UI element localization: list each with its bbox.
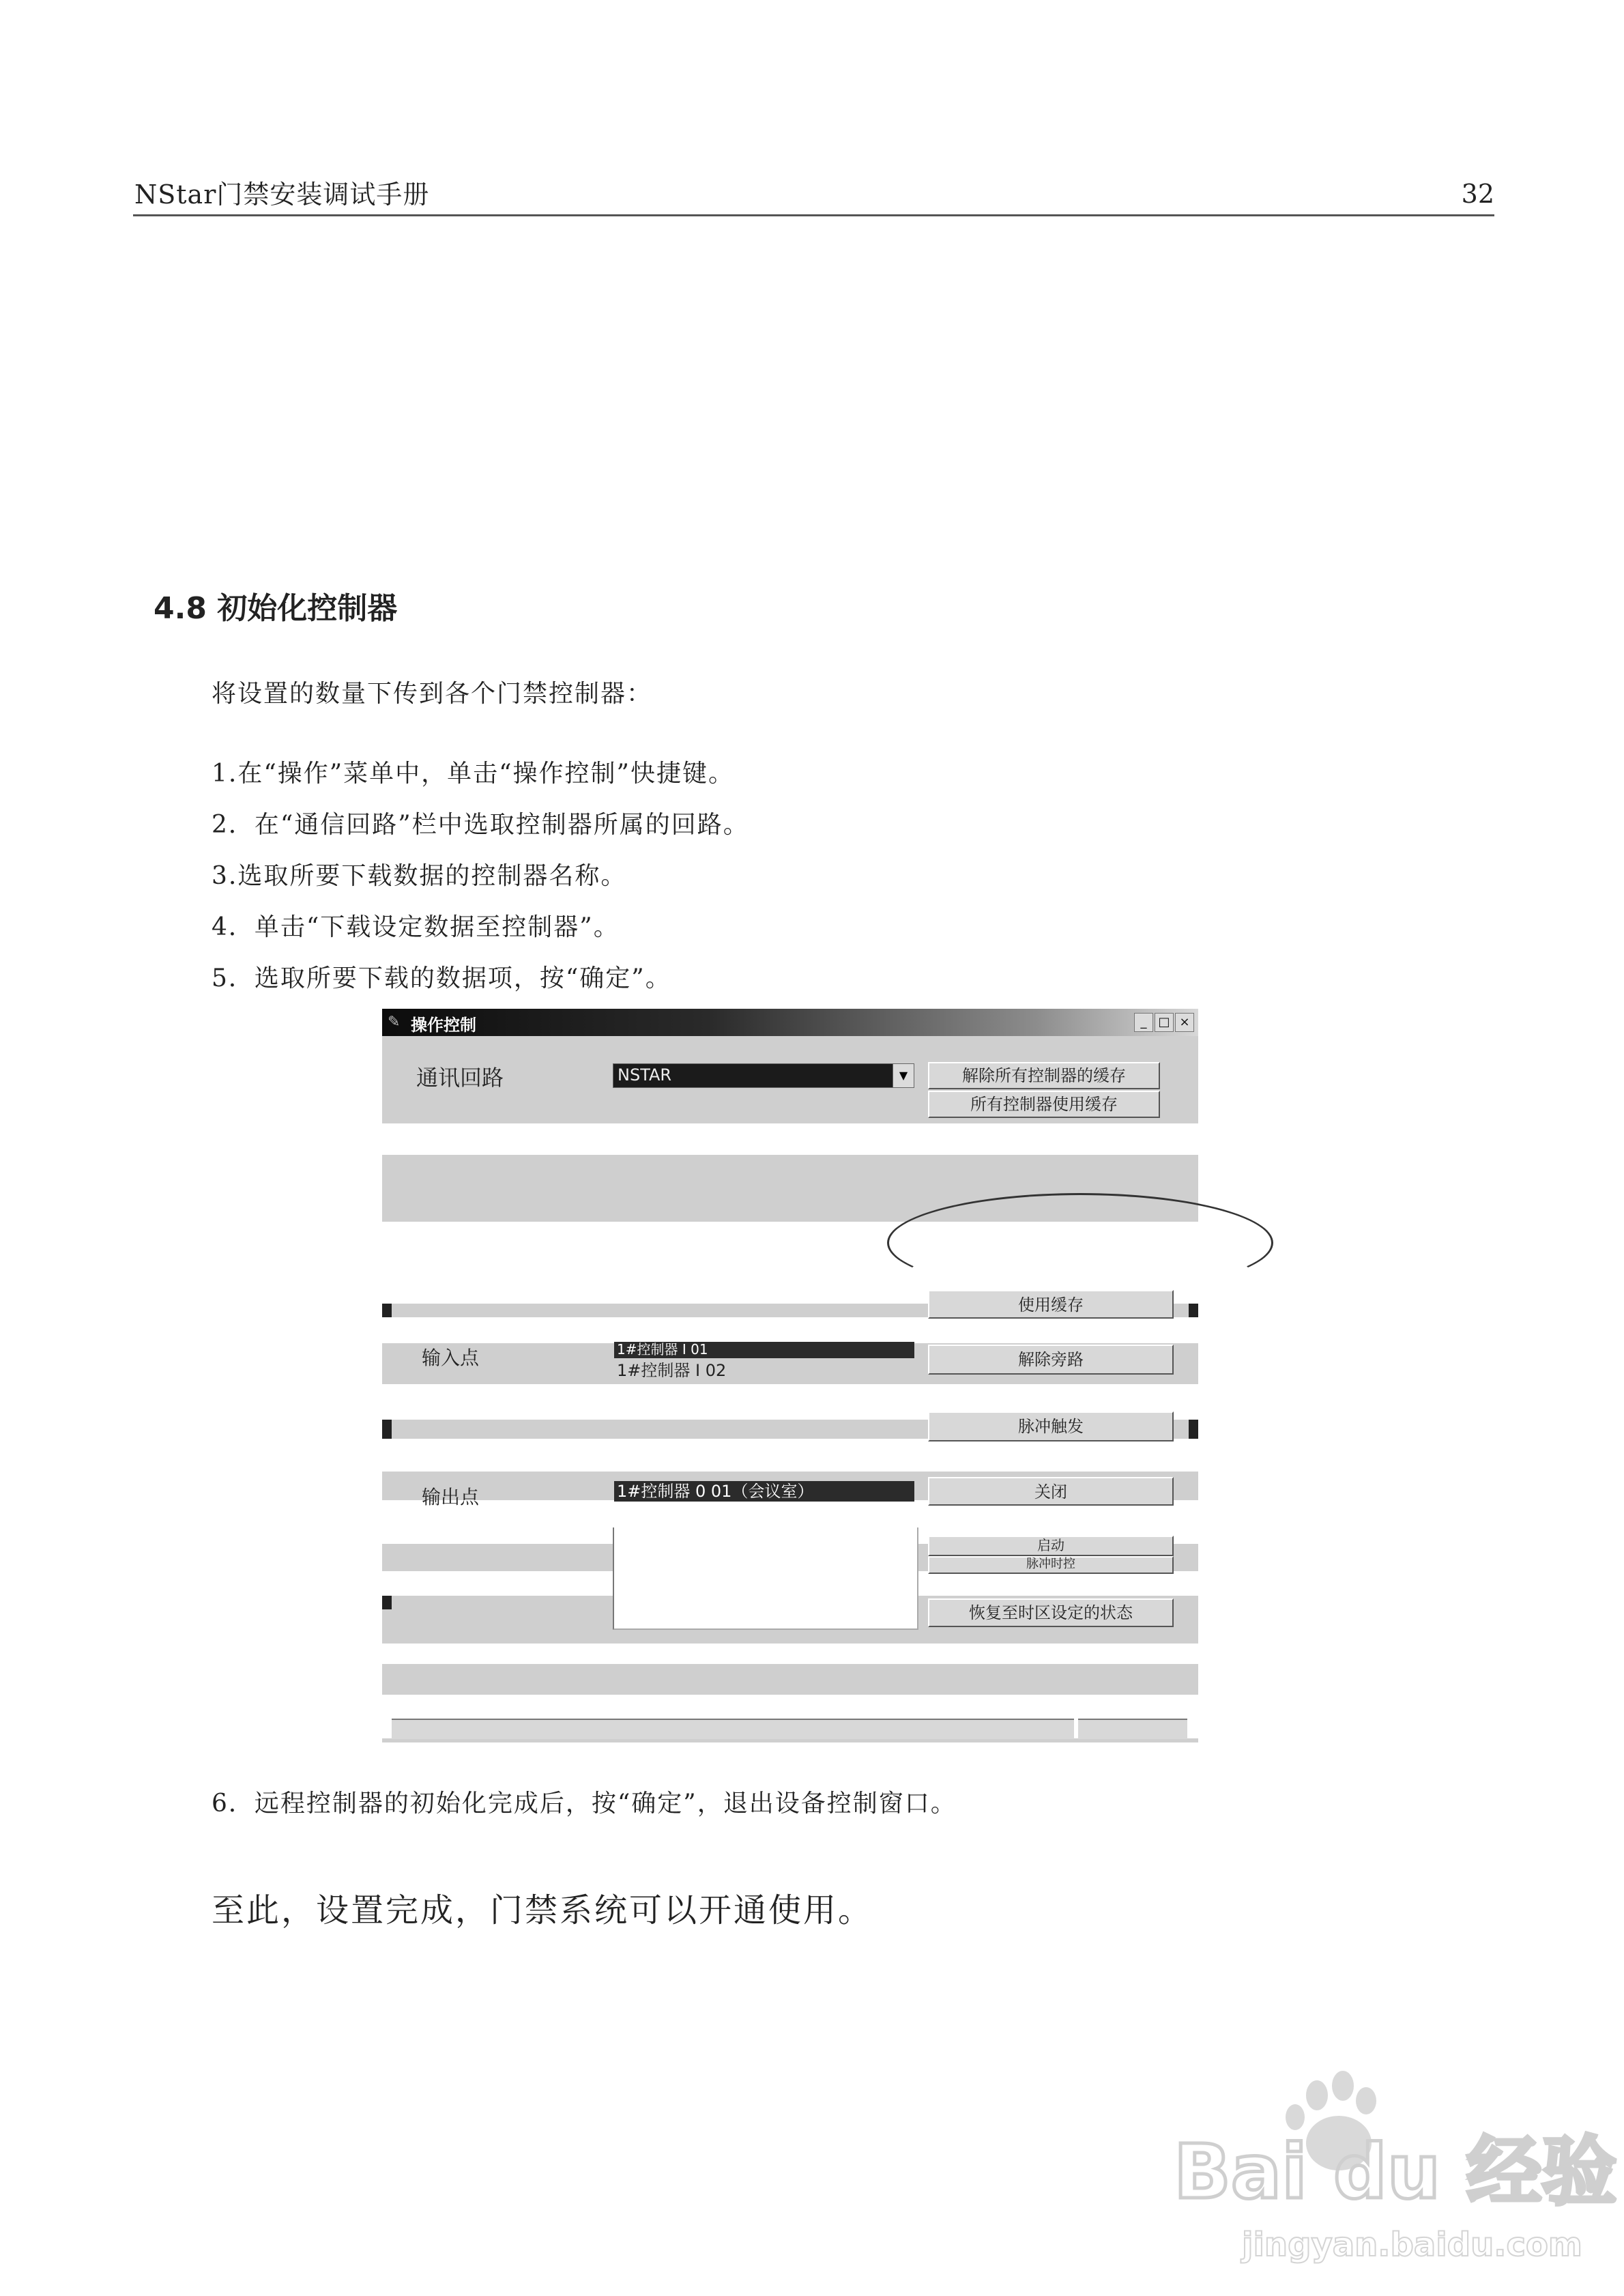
- step-5: 5．选取所要下载的数据项，按“确定”。: [212, 964, 671, 992]
- input-item[interactable]: 1#控制器 I 02: [617, 1361, 727, 1380]
- highlight-oval: [887, 1193, 1273, 1293]
- step-3: 3.选取所要下载数据的控制器名称。: [212, 862, 627, 890]
- conclusion: 至此，设置完成，门禁系统可以开通使用。: [212, 1891, 873, 1929]
- intro-paragraph: 将设置的数量下传到各个门禁控制器：: [212, 680, 653, 708]
- baidu-jingyan-watermark: [1160, 2061, 1617, 2266]
- close-icon[interactable]: ×: [1175, 1013, 1194, 1032]
- input-item-selected[interactable]: 1#控制器 I 01: [614, 1342, 914, 1358]
- section-title: 4.8 初始化控制器: [154, 591, 398, 626]
- all-use-cache-button[interactable]: 所有控制器使用缓存: [928, 1091, 1160, 1118]
- restore-timezone-state-button[interactable]: 恢复至时区设定的状态: [928, 1598, 1174, 1627]
- close-output-button[interactable]: 关闭: [928, 1477, 1174, 1506]
- window-titlebar: [382, 1009, 1198, 1036]
- window-title: 操作控制: [411, 1016, 476, 1035]
- pulse-output-button[interactable]: 脉冲时控: [928, 1556, 1174, 1574]
- maximize-button[interactable]: □: [1155, 1013, 1174, 1032]
- use-cache-button[interactable]: 使用缓存: [928, 1290, 1174, 1319]
- app-icon: ✎: [388, 1014, 401, 1031]
- header-rule: [133, 214, 1494, 216]
- output-point-label: 输出点: [422, 1486, 480, 1508]
- comm-loop-select[interactable]: [613, 1063, 914, 1088]
- input-point-label: 输入点: [422, 1347, 480, 1369]
- svg-text:jingyan.baidu.com: jingyan.baidu.com: [1242, 2226, 1582, 2264]
- status-bar-panel: [1078, 1719, 1187, 1739]
- open-output-button[interactable]: 启动: [928, 1536, 1174, 1556]
- release-all-cache-button[interactable]: 解除所有控制器的缓存: [928, 1062, 1160, 1089]
- step-1: 1.在“操作”菜单中，单击“操作控制”快捷键。: [212, 760, 734, 788]
- pulse-trigger-button[interactable]: 脉冲触发: [928, 1411, 1174, 1441]
- minimize-button[interactable]: _: [1134, 1013, 1153, 1032]
- release-bypass-button[interactable]: 解除旁路: [928, 1345, 1174, 1375]
- comm-loop-value: NSTAR: [618, 1065, 672, 1085]
- step-6: 6．远程控制器的初始化完成后，按“确定”，退出设备控制窗口。: [212, 1790, 957, 1818]
- status-bar: [392, 1719, 1074, 1739]
- page-number: 32: [1461, 179, 1494, 209]
- output-list[interactable]: [613, 1527, 918, 1630]
- chevron-down-icon[interactable]: ▼: [893, 1064, 914, 1087]
- output-item-selected[interactable]: 1#控制器 0 01（会议室）: [614, 1481, 914, 1502]
- page-header-title: NStar门禁安装调试手册: [134, 180, 430, 210]
- svg-text:Bai du 经验: Bai du 经验: [1174, 2128, 1617, 2215]
- operation-control-window: [382, 1009, 1198, 1742]
- comm-loop-label: 通讯回路: [416, 1065, 504, 1091]
- step-4: 4．单击“下载设定数据至控制器”。: [212, 913, 620, 941]
- step-2: 2．在“通信回路”栏中选取控制器所属的回路。: [212, 811, 749, 839]
